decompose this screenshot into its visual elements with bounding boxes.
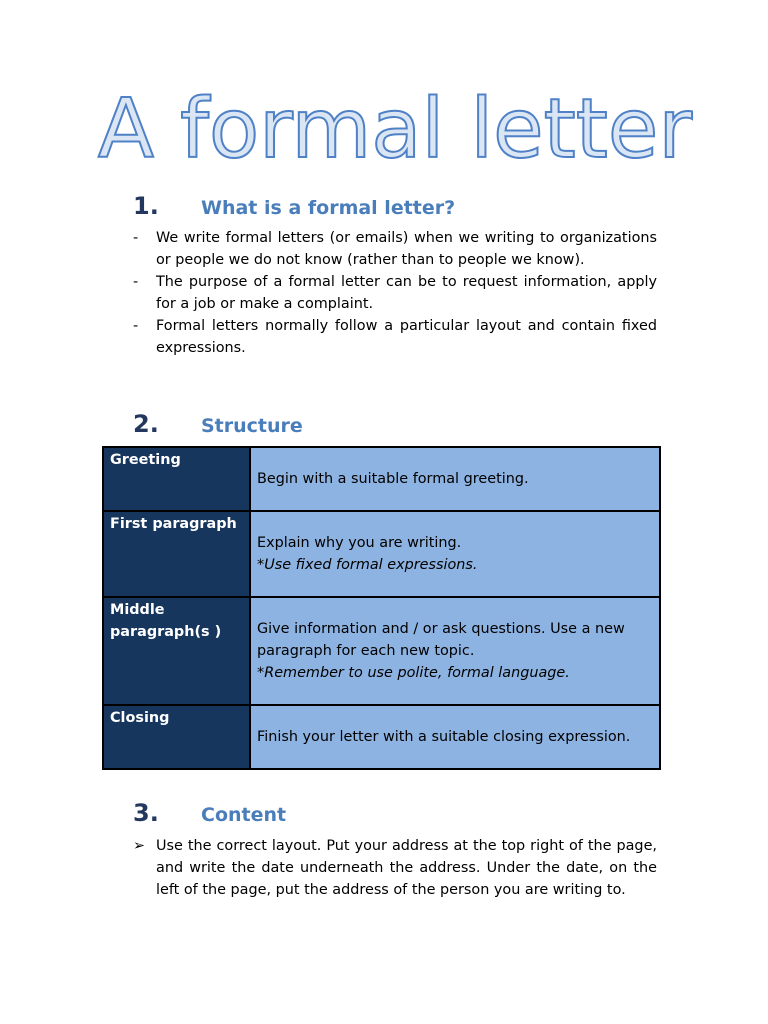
table-row-label: Middle paragraph(s ) [103, 597, 250, 705]
dash-bullet: - [133, 274, 139, 290]
table-row-description [250, 597, 660, 705]
list-item-text: Formal letters normally follow a particular layout and contain fixed expressions. [156, 318, 657, 356]
table-row [103, 705, 660, 769]
structure-table [102, 446, 661, 770]
section-title: Content [201, 804, 287, 826]
description-note: *Remember to use polite, formal language. [257, 665, 570, 681]
table-row-label: Greeting [103, 447, 250, 511]
formal-letter-definition-list [133, 227, 657, 359]
description-text: Finish your letter with a suitable closing expression. [257, 729, 631, 745]
section-title: Structure [201, 415, 303, 437]
list-item [133, 835, 657, 901]
list-item [133, 227, 657, 271]
description-text: Begin with a suitable formal greeting. [257, 471, 529, 487]
table-row-description [250, 511, 660, 597]
arrow-bullet-icon: ➢ [133, 838, 146, 854]
table-row-label: Closing [103, 705, 250, 769]
table-row [103, 597, 660, 705]
list-item-text: The purpose of a formal letter can be to request information, apply for a job or make a complaint. [156, 274, 657, 312]
dash-bullet: - [133, 230, 139, 246]
description-text: Give information and / or ask questions. Use a new paragraph for each new topic. [257, 621, 625, 659]
section-title: What is a formal letter? [201, 197, 456, 219]
table-row [103, 447, 660, 511]
table-row-description [250, 447, 660, 511]
list-item-text: We write formal letters (or emails) when we writing to organizations or people we do not know (rather than to people we know). [156, 230, 657, 268]
list-item-text: Use the correct layout. Put your address at the top right of the page, and write the date underneath the address. Under the date, on the left of the page, put the address of the person you are writing to. [156, 838, 657, 898]
table-row [103, 511, 660, 597]
document-title: A formal letter [97, 82, 693, 177]
table-row-label: First paragraph [103, 511, 250, 597]
table-row-description [250, 705, 660, 769]
list-item [133, 315, 657, 359]
section-heading-3 [133, 799, 286, 827]
section-number: 1. [133, 192, 159, 220]
section-number: 3. [133, 799, 159, 827]
content-list [133, 835, 657, 901]
description-note: *Use fixed formal expressions. [257, 557, 478, 573]
section-heading-2 [133, 410, 303, 438]
dash-bullet: - [133, 318, 139, 334]
description-text: Explain why you are writing. [257, 535, 462, 551]
section-number: 2. [133, 410, 159, 438]
list-item [133, 271, 657, 315]
section-heading-1 [133, 192, 455, 220]
